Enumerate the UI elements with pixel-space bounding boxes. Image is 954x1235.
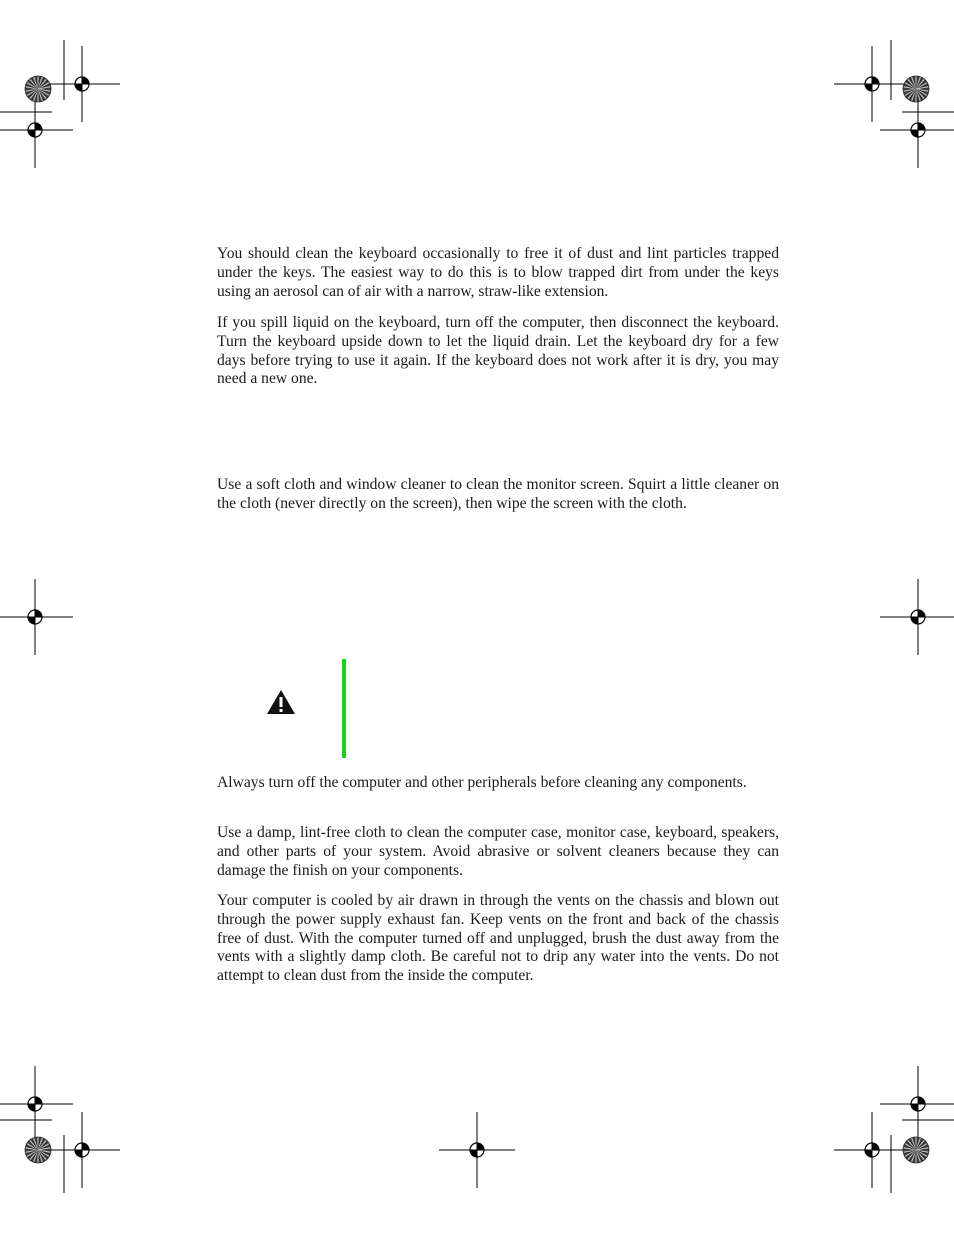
star-target-icon xyxy=(24,1136,52,1164)
registration-mark-icon xyxy=(880,579,954,655)
power-off-paragraph: Always turn off the computer and other peripherals before cleaning any components. xyxy=(217,774,747,791)
keyboard-cleaning-paragraph: You should clean the keyboard occasionally to free it of dust and lint particles trapped under the keys. The easiest way to do this is to blow trapped dirt from under the keys using an aerosol can of air with a narrow, straw-like extension. xyxy=(217,245,779,300)
registration-mark-icon xyxy=(44,1112,120,1188)
warning-icon xyxy=(266,689,296,720)
registration-mark-icon xyxy=(439,1112,515,1188)
monitor-cleaning-paragraph: Use a soft cloth and window cleaner to clean the monitor screen. Squirt a little cleaner on the cloth (never directly on the screen), then wipe the screen with the cloth. xyxy=(217,476,779,512)
registration-mark-icon xyxy=(0,579,73,655)
registration-mark-icon xyxy=(834,1112,910,1188)
registration-mark-icon xyxy=(880,92,954,168)
registration-mark-icon xyxy=(0,92,73,168)
star-target-icon xyxy=(902,1136,930,1164)
keyboard-spill-paragraph: If you spill liquid on the keyboard, turn off the computer, then disconnect the keyboard. Turn the keyboard upside down to let the liquid drain. Let the keyboard dry for a few days before trying to use it again. If the keyboard does not work after it is dry, you may need a new one. xyxy=(217,314,779,388)
vents-cleaning-paragraph: Your computer is cooled by air drawn in through the vents on the chassis and blown out through the power supply exhaust fan. Keep vents on the front and back of the chassis free of dust. With the computer turned off and unplugged, brush the dust away from the vents with a slightly damp cloth. Be careful not to drip any water into the vents. Do not attempt to clean dust from the inside the computer. xyxy=(217,892,779,985)
case-cleaning-paragraph: Use a damp, lint-free cloth to clean the computer case, monitor case, keyboard, speakers, and other parts of your system. Avoid abrasive or solvent cleaners because they can damage the finish on your components. xyxy=(217,824,779,879)
star-target-icon xyxy=(24,75,52,103)
caution-bar xyxy=(342,659,346,758)
star-target-icon xyxy=(902,75,930,103)
